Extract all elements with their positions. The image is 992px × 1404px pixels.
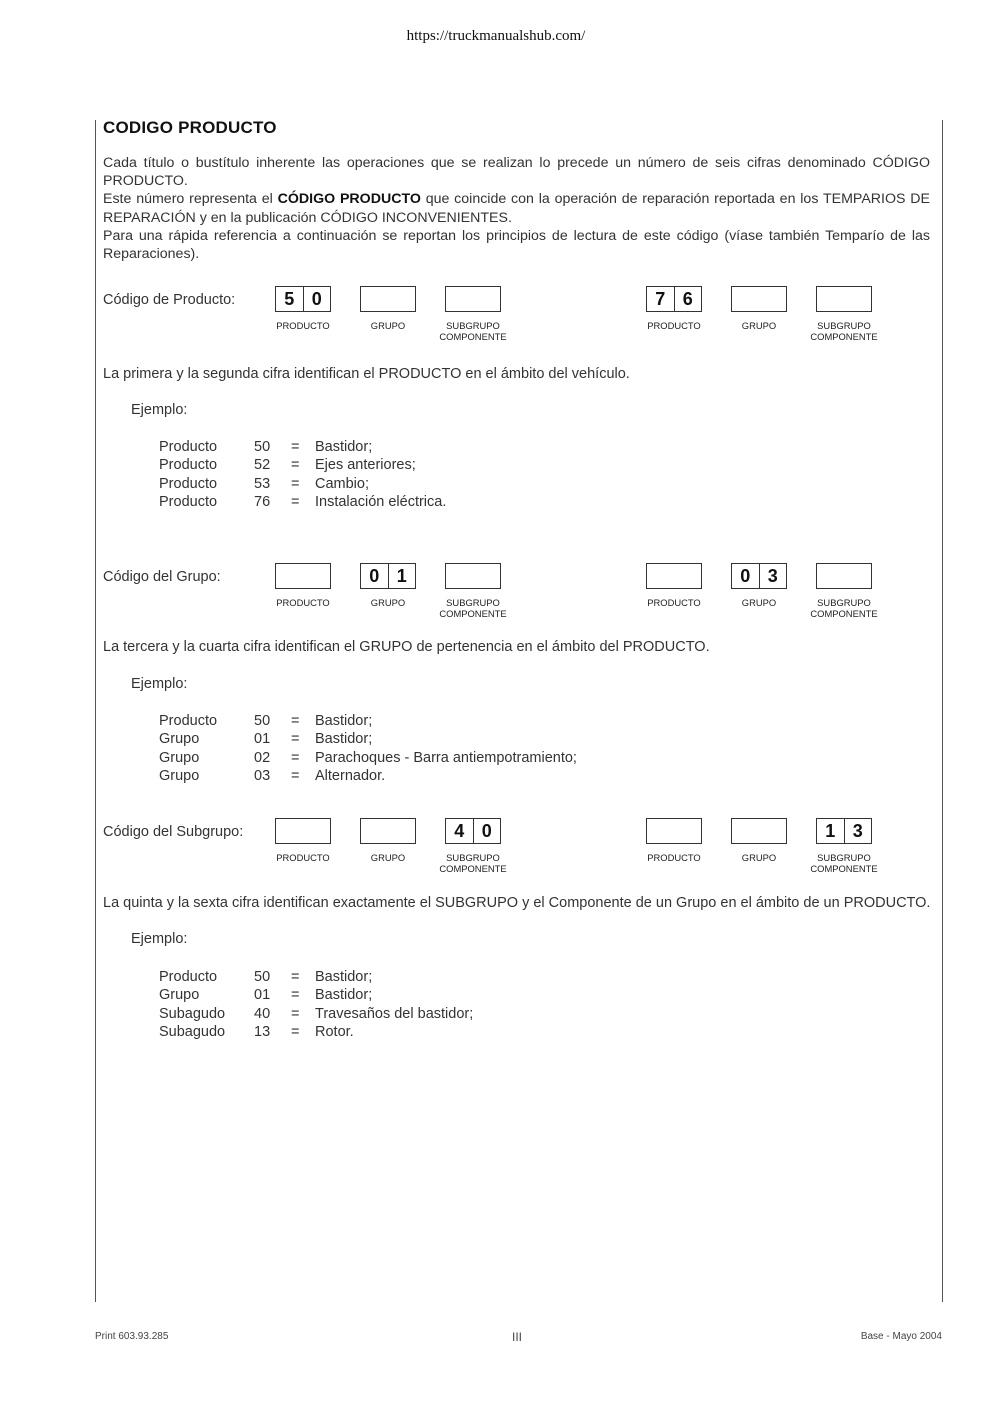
code-digit: 1 [825,821,836,841]
code-digit: 5 [284,289,295,309]
code-box-producto [646,818,702,844]
example-eq: = [291,713,300,729]
example-code: 40 [254,1005,271,1022]
example-name: Alternador. [315,767,386,784]
code-box-subgrupo [816,286,872,312]
code-box-caption [804,320,884,342]
intro-paragraph-3: Para una rápida referencia a continuación se reportan los principios de lectura de este código (víase también Temparío de las Reparaciones). [103,227,930,263]
example-kind: Grupo [159,987,200,1004]
intro-paragraph-2 [103,190,930,226]
code-box-producto [275,286,331,312]
code-box-grupo [731,563,787,589]
code-label: Código del Subgrupo: [103,824,244,840]
example-name: Bastidor; [315,987,373,1004]
example-kind: Subagudo [159,1023,226,1040]
example-eq: = [291,493,300,510]
caption-line: COMPONENTE [810,863,878,874]
code-box-producto [275,563,331,589]
intro-bold-term: CÓDIGO PRODUCTO [277,191,421,208]
code-box-caption: PRODUCTO [647,320,701,331]
intro-text-span: que coincide con la operación de reparación reportada en los TEMPARIOS DE REPARACIÓN y en la publicación CÓDIGO INCONVENIENTES. [103,191,930,226]
code-digit: 1 [388,564,416,588]
example-code: 50 [254,713,271,729]
example-code: 02 [254,749,271,766]
code-box-grupo [360,818,416,844]
page-title: CODIGO PRODUCTO [103,118,277,137]
example-kind: Producto [159,969,218,985]
code-box-caption: GRUPO [741,852,777,863]
example-eq: = [291,767,300,784]
example-code: 52 [254,457,271,474]
code-box-caption: GRUPO [370,597,406,608]
code-box-caption: GRUPO [741,320,777,331]
code-digit: 0 [740,566,751,586]
example-code: 76 [254,493,271,510]
footer-edition: Base - Mayo 2004 [860,1331,942,1342]
code-label: Código de Producto: [103,292,236,308]
page-content [103,118,930,263]
example-eq: = [291,457,300,474]
caption-line: SUBGRUPO [446,320,500,331]
example-name: Bastidor; [315,713,373,729]
code-box-producto [646,286,702,312]
example-eq: = [291,439,300,455]
right-margin-rule [942,120,943,1302]
caption-line: SUBGRUPO [817,597,871,608]
caption-line: COMPONENTE [439,331,507,342]
code-box-caption [804,597,884,619]
code-box-grupo [731,818,787,844]
example-kind: Producto [159,713,218,729]
example-eq: = [291,1005,300,1022]
example-eq: = [291,731,300,748]
source-url[interactable]: https://truckmanualshub.com/ [406,28,586,44]
code-box-grupo [360,563,416,589]
example-kind: Producto [159,493,218,510]
footer-print-number: Print 603.93.285 [95,1331,169,1342]
code-box-caption [804,852,884,874]
caption-line: SUBGRUPO [446,597,500,608]
section-description: La primera y la segunda cifra identifican el PRODUCTO en el ámbito del vehículo. [103,366,630,382]
code-box-grupo [731,286,787,312]
code-digit: 3 [844,819,872,843]
example-eq: = [291,749,300,766]
code-box-caption [433,852,513,874]
code-box-caption [433,320,513,342]
example-kind: Grupo [159,749,200,766]
example-kind: Grupo [159,767,200,784]
example-name: Rotor. [315,1023,354,1040]
caption-line: COMPONENTE [810,608,878,619]
example-label: Ejemplo: [131,402,188,418]
example-name: Instalación eléctrica. [315,493,447,510]
example-code: 50 [254,439,271,455]
caption-line: COMPONENTE [810,331,878,342]
footer-page-number: III [511,1330,522,1344]
example-eq: = [291,1023,300,1040]
example-label: Ejemplo: [131,931,188,947]
code-box-caption: PRODUCTO [276,320,330,331]
code-row-producto [103,286,930,346]
example-code: 13 [254,1023,271,1040]
intro-text [103,154,930,263]
code-digit: 0 [369,566,380,586]
example-name: Bastidor; [315,439,373,455]
caption-line: SUBGRUPO [817,852,871,863]
code-box-caption: PRODUCTO [647,597,701,608]
code-box-caption: GRUPO [741,597,777,608]
example-kind: Producto [159,457,218,474]
code-box-subgrupo [445,286,501,312]
example-eq: = [291,969,300,985]
code-box-subgrupo [445,563,501,589]
caption-line: COMPONENTE [439,608,507,619]
code-row-subgrupo [103,818,930,878]
code-digit: 3 [759,564,787,588]
code-digit: 6 [674,287,702,311]
example-code: 01 [254,731,271,748]
code-box-caption: GRUPO [370,320,406,331]
example-label: Ejemplo: [131,676,188,692]
intro-paragraph-1: Cada título o bustítulo inherente las operaciones que se realizan lo precede un número de seis cifras denominado CÓDIGO PRODUCTO. [103,155,930,190]
code-box-caption: PRODUCTO [276,597,330,608]
example-kind: Producto [159,439,218,455]
example-kind: Producto [159,475,218,492]
intro-text-span: Este número representa el [103,191,278,208]
example-code: 03 [254,767,271,784]
example-code: 01 [254,987,271,1004]
example-code: 53 [254,475,271,492]
code-digit: 0 [303,287,331,311]
caption-line: SUBGRUPO [446,852,500,863]
example-name: Cambio; [315,475,369,492]
example-kind: Subagudo [159,1005,226,1022]
example-name: Travesaños del bastidor; [315,1005,474,1022]
code-digit: 4 [454,821,465,841]
code-box-caption [433,597,513,619]
code-box-producto [646,563,702,589]
example-kind: Grupo [159,731,200,748]
code-label: Código del Grupo: [103,569,221,585]
example-name: Bastidor; [315,731,373,748]
example-name: Bastidor; [315,969,373,985]
left-margin-rule [95,120,96,1302]
section-description: La quinta y la sexta cifra identifican exactamente el SUBGRUPO y el Componente de un Grupo en el ámbito de un PRODUCTO. [103,895,931,911]
code-box-caption: GRUPO [370,852,406,863]
caption-line: SUBGRUPO [817,320,871,331]
example-name: Parachoques - Barra antiempotramiento; [315,749,577,766]
section-description: La tercera y la cuarta cifra identifican el GRUPO de pertenencia en el ámbito del PRODUCTO. [103,639,710,655]
code-digit: 7 [655,289,666,309]
code-box-subgrupo [816,563,872,589]
caption-line: COMPONENTE [439,863,507,874]
example-eq: = [291,475,300,492]
example-code: 50 [254,969,271,985]
example-eq: = [291,987,300,1004]
code-digit: 0 [473,819,501,843]
code-box-subgrupo [816,818,872,844]
code-box-producto [275,818,331,844]
code-box-caption: PRODUCTO [276,852,330,863]
code-box-subgrupo [445,818,501,844]
code-box-grupo [360,286,416,312]
example-name: Ejes anteriores; [315,457,416,474]
code-box-caption: PRODUCTO [647,852,701,863]
code-row-grupo [103,563,930,623]
